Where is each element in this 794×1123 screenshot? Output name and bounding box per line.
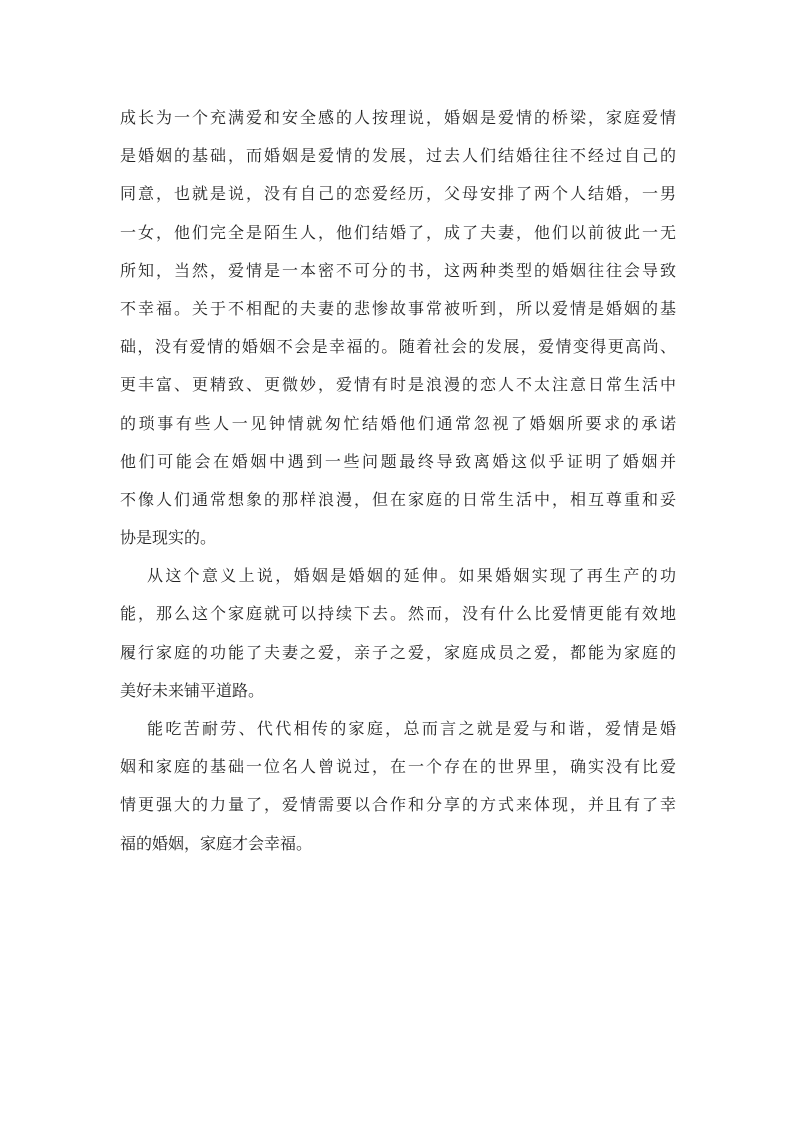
text-line: 的琐事有些人一见钟情就匆忙结婚他们通常忽视了婚姻所要求的承诺 [120, 413, 676, 433]
text-line: 福的婚姻，家庭才会幸福。 [120, 833, 313, 853]
text-line: 更丰富、更精致、更微妙，爱情有时是浪漫的恋人不太注意日常生活中 [120, 375, 676, 395]
text-line: 姻和家庭的基础一位名人曾说过，在一个存在的世界里，确实没有比爱 [120, 757, 676, 777]
text-line: 从这个意义上说，婚姻是婚姻的延伸。如果婚姻实现了再生产的功 [147, 566, 676, 586]
paragraph-1 [120, 99, 676, 557]
text-line: 协是现实的。 [120, 528, 217, 548]
document-body [120, 99, 676, 863]
text-line: 所知，当然，爱情是一本密不可分的书，这两种类型的婚姻往往会导致 [120, 260, 676, 280]
text-line: 不像人们通常想象的那样浪漫，但在家庭的日常生活中，相互尊重和妥 [120, 489, 676, 509]
text-line: 美好未来铺平道路。 [120, 680, 265, 700]
text-line: 础，没有爱情的婚姻不会是幸福的。随着社会的发展，爱情变得更高尚、 [120, 337, 676, 357]
text-line: 履行家庭的功能了夫妻之爱，亲子之爱，家庭成员之爱，都能为家庭的 [120, 642, 676, 662]
text-line: 一女，他们完全是陌生人，他们结婚了，成了夫妻，他们以前彼此一无 [120, 222, 676, 242]
paragraph-2 [120, 557, 676, 710]
text-line: 情更强大的力量了，爱情需要以合作和分享的方式来体现，并且有了幸 [120, 795, 676, 815]
text-line: 能吃苦耐劳、代代相传的家庭，总而言之就是爱与和谐，爱情是婚 [147, 719, 676, 738]
text-line: 他们可能会在婚姻中遇到一些问题最终导致离婚这似乎证明了婚姻并 [120, 451, 676, 471]
text-line: 同意，也就是说，没有自己的恋爱经历，父母安排了两个人结婚，一男 [120, 184, 676, 204]
text-line: 是婚姻的基础，而婚姻是爱情的发展，过去人们结婚往往不经过自己的 [120, 146, 676, 166]
text-line: 成长为一个充满爱和安全感的人按理说，婚姻是爱情的桥梁，家庭爱情 [120, 108, 676, 127]
paragraph-3 [120, 710, 676, 863]
text-line: 能，那么这个家庭就可以持续下去。然而，没有什么比爱情更能有效地 [120, 604, 676, 624]
text-line: 不幸福。关于不相配的夫妻的悲惨故事常被听到，所以爱情是婚姻的基 [120, 298, 676, 318]
